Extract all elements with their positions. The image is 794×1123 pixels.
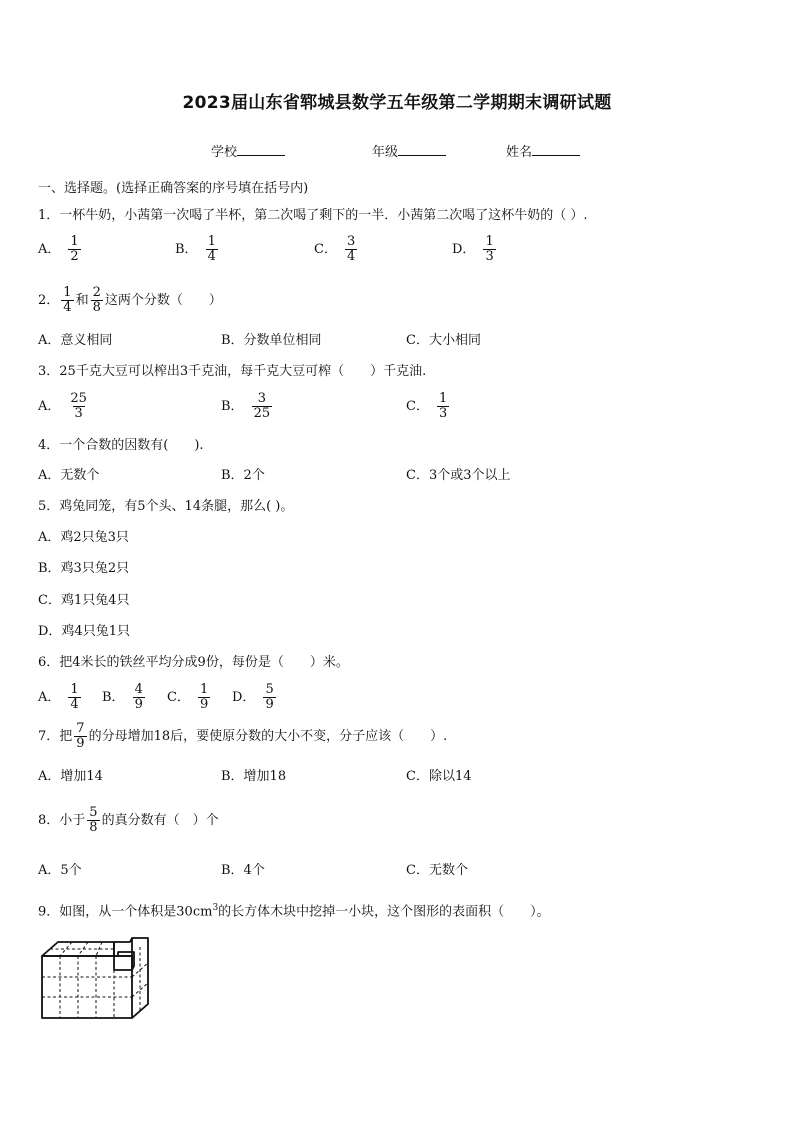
name-field [506, 141, 580, 160]
question-8-stem: 8．小于 $\frac{5}{8}$ 的真分数有（ ）个 [38, 805, 219, 835]
q6-option-a[interactable]: A． $\frac{1}{4}$ [38, 682, 79, 712]
q2-option-c[interactable]: C．大小相同 [406, 333, 481, 348]
fraction: $\frac{1}{3}$ [485, 234, 494, 264]
name-label: 姓名 [506, 145, 533, 160]
cuboid-figure [36, 932, 154, 1024]
question-6-stem: 6．把4米长的铁丝平均分成9份，每份是（ ）米。 [38, 655, 349, 670]
q8-option-a[interactable]: A．5个 [38, 863, 82, 878]
fraction: $\frac{5}{9}$ [265, 682, 274, 712]
question-2-stem: 2． $\frac{1}{4}$ 和 $\frac{2}{8}$ 这两个分数（ ） [38, 285, 222, 315]
grade-label: 年级 [372, 145, 399, 160]
q1-option-b[interactable]: B． $\frac{1}{4}$ [175, 234, 216, 264]
q5-option-c[interactable]: C．鸡1只兔4只 [38, 593, 130, 608]
question-3-stem: 3．25千克大豆可以榨出3千克油，每千克大豆可榨（ ）千克油. [38, 364, 427, 379]
fraction: $\frac{1}{4}$ [70, 682, 79, 712]
q2-option-b[interactable]: B．分数单位相同 [221, 333, 322, 348]
question-5-stem: 5．鸡兔同笼，有5个头、14条腿，那么( )。 [38, 499, 294, 514]
question-1-stem: 1．一杯牛奶，小茜第一次喝了半杯，第二次喝了剩下的一半．小茜第二次喝了这杯牛奶的（ ）. [38, 208, 588, 223]
fraction: $\frac{3}{4}$ [346, 234, 356, 264]
fraction: $\frac{25}{3}$ [70, 391, 87, 421]
q6-option-b[interactable]: B． $\frac{4}{9}$ [102, 682, 143, 712]
q4-option-c[interactable]: C．3个或3个以上 [406, 468, 511, 483]
q5-option-b[interactable]: B．鸡3只兔2只 [38, 561, 130, 576]
q3-option-a[interactable]: A． $\frac{25}{3}$ [38, 391, 87, 421]
q4-option-a[interactable]: A．无数个 [38, 468, 100, 483]
fraction: $\frac{5}{8}$ [89, 805, 98, 835]
question-7-stem: 7．把 $\frac{7}{9}$ 的分母增加18后，要使原分数的大小不变，分子应该（ ）. [38, 721, 448, 751]
notch-top [114, 938, 132, 942]
q1-option-d[interactable]: D． $\frac{1}{3}$ [452, 234, 494, 264]
q1-option-c[interactable]: C． $\frac{3}{4}$ [314, 234, 356, 264]
q6-option-c[interactable]: C． $\frac{1}{9}$ [167, 682, 209, 712]
fraction: $\frac{1}{2}$ [70, 234, 79, 264]
q8-option-b[interactable]: B．4个 [221, 863, 265, 878]
q2-option-a[interactable]: A．意义相同 [38, 333, 113, 348]
fraction: $\frac{1}{3}$ [438, 391, 448, 421]
q7-option-c[interactable]: C．除以14 [406, 769, 472, 784]
fraction: $\frac{4}{9}$ [134, 682, 143, 712]
q5-option-a[interactable]: A．鸡2只兔3只 [38, 530, 129, 545]
school-field [211, 141, 285, 160]
page-title: 2023届山东省郓城县数学五年级第二学期期末调研试题 [182, 93, 612, 113]
volume-value: 30cm [176, 904, 213, 920]
question-9-stem: 9．如图，从一个体积是$30cm^3$的长方体木块中挖掉一小块，这个图形的表面积（ ）。 [38, 903, 550, 920]
fraction: $\frac{1}{9}$ [199, 682, 209, 712]
front-face [42, 956, 132, 1018]
fraction: $\frac{1}{4}$ [207, 234, 216, 264]
q7-option-b[interactable]: B．增加18 [221, 769, 287, 784]
notch-front [114, 942, 132, 970]
fraction: $\frac{1}{4}$ [63, 285, 72, 315]
name-blank[interactable] [532, 143, 580, 156]
q5-option-d[interactable]: D．鸡4只兔1只 [38, 624, 130, 639]
q4-option-b[interactable]: B．2个 [221, 468, 265, 483]
q8-option-c[interactable]: C．无数个 [406, 863, 468, 878]
question-4-stem: 4．一个合数的因数有( ). [38, 438, 204, 453]
q3-option-c[interactable]: C． $\frac{1}{3}$ [406, 391, 448, 421]
q7-option-a[interactable]: A．增加14 [38, 769, 103, 784]
school-blank[interactable] [237, 143, 285, 156]
grade-blank[interactable] [398, 143, 446, 156]
fraction: $\frac{2}{8}$ [92, 285, 101, 315]
q1-option-a[interactable]: A． $\frac{1}{2}$ [38, 234, 79, 264]
q6-option-d[interactable]: D． $\frac{5}{9}$ [232, 682, 274, 712]
fraction: $\frac{7}{9}$ [76, 721, 85, 751]
fraction: $\frac{3}{25}$ [253, 391, 271, 421]
school-label: 学校 [211, 145, 238, 160]
q3-option-b[interactable]: B． $\frac{3}{25}$ [221, 391, 271, 421]
section-heading: 一、选择题。(选择正确答案的序号填在括号内) [38, 181, 309, 196]
grade-field [372, 141, 446, 160]
